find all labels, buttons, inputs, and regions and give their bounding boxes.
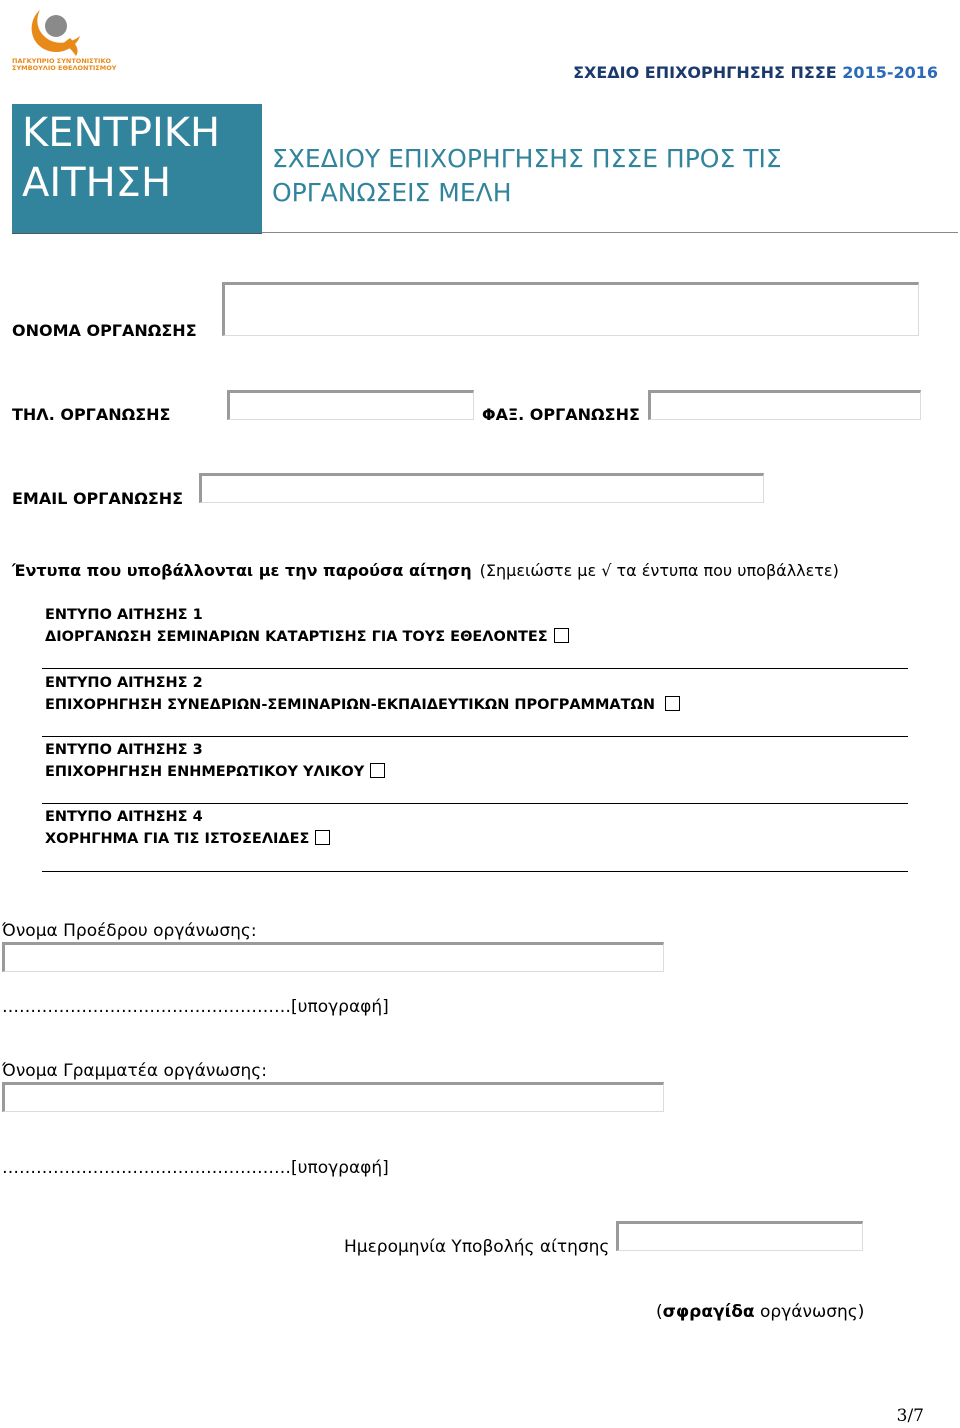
president-signature-line: ……………………………………………[υπογραφή] [2, 997, 389, 1017]
forms-intro [12, 561, 839, 580]
president-name-label: Όνομα Προέδρου οργάνωσης: [2, 921, 257, 941]
org-name-field[interactable] [222, 282, 919, 336]
form-item-divider [42, 871, 908, 872]
logo-mark-icon [10, 4, 102, 60]
form-item-heading: ΕΝΤΥΠΟ ΑΙΤΗΣΗΣ 1 [45, 607, 203, 623]
logo-line-1: ΠΑΓΚΥΠΡΙΟ ΣΥΝΤΟΝΙΣΤΙΚΟ [12, 57, 112, 65]
subtitle-line-2: ΟΡΓΑΝΩΣΕΙΣ ΜΕΛΗ [272, 178, 512, 207]
document-header [573, 63, 938, 82]
forms-intro-text: Έντυπα που υποβάλλονται με την παρούσα αίτηση [12, 561, 472, 580]
form-item-2 [45, 672, 680, 716]
form-item-1-checkbox[interactable] [554, 628, 569, 643]
secretary-signature-line: ……………………………………………[υπογραφή] [2, 1158, 389, 1178]
form-item-heading: ΕΝΤΥΠΟ ΑΙΤΗΣΗΣ 4 [45, 809, 203, 825]
org-phone-label: ΤΗΛ. ΟΡΓΑΝΩΣΗΣ [12, 405, 171, 424]
form-item-2-checkbox[interactable] [665, 696, 680, 711]
title-line-1: ΚΕΝΤΡΙΚΗ [22, 110, 221, 156]
form-item-divider [42, 668, 908, 669]
secretary-name-label: Όνομα Γραμματέα οργάνωσης: [2, 1061, 267, 1081]
title-line-2: ΑΙΤΗΣΗ [22, 160, 172, 206]
plan-years: 2015-2016 [842, 63, 938, 82]
submission-date-field[interactable] [616, 1221, 863, 1251]
subtitle-line-1: ΣΧΕΔΙΟΥ ΕΠΙΧΟΡΗΓΗΣΗΣ ΠΣΣΕ ΠΡΟΣ ΤΙΣ [272, 144, 782, 173]
form-item-description: ΧΟΡΗΓΗΜΑ ΓΙΑ ΤΙΣ ΙΣΤΟΣΕΛΙΔΕΣ [45, 831, 310, 847]
logo-text [12, 58, 116, 72]
title-box [12, 104, 262, 234]
forms-intro-note: (Σημειώστε με √ τα έντυπα που υποβάλλετε) [479, 561, 839, 580]
secretary-name-field[interactable] [2, 1082, 664, 1112]
submission-date-label: Ημερομηνία Υποβολής αίτησης [344, 1237, 610, 1257]
form-item-4 [45, 806, 330, 850]
org-name-label: ΟΝΟΜΑ ΟΡΓΑΝΩΣΗΣ [12, 321, 197, 340]
form-item-divider [42, 803, 908, 804]
org-email-field[interactable] [199, 473, 764, 503]
plan-title: ΣΧΕΔΙΟ ΕΠΙΧΟΡΗΓΗΣΗΣ ΠΣΣΕ [573, 63, 837, 82]
form-item-3 [45, 739, 385, 783]
org-phone-field[interactable] [227, 390, 474, 420]
form-item-description: ΔΙΟΡΓΑΝΩΣΗ ΣΕΜΙΝΑΡΙΩΝ ΚΑΤΑΡΤΙΣΗΣ ΓΙΑ ΤΟΥΣ ΕΘΕΛΟΝΤΕΣ [45, 629, 548, 645]
form-item-1 [45, 604, 569, 648]
form-item-heading: ΕΝΤΥΠΟ ΑΙΤΗΣΗΣ 3 [45, 742, 203, 758]
header-divider [262, 232, 958, 233]
form-item-3-checkbox[interactable] [370, 763, 385, 778]
org-email-label: EMAIL ΟΡΓΑΝΩΣΗΣ [12, 489, 184, 508]
form-item-4-checkbox[interactable] [315, 830, 330, 845]
logo-line-2: ΣΥΜΒΟΥΛΙΟ ΕΘΕΛΟΝΤΙΣΜΟΥ [12, 64, 117, 72]
page-number: 3/7 [896, 1406, 924, 1426]
president-name-field[interactable] [2, 942, 664, 972]
org-fax-field[interactable] [648, 390, 921, 420]
form-subtitle [272, 142, 832, 210]
org-fax-label: ΦΑΞ. ΟΡΓΑΝΩΣΗΣ [482, 405, 640, 424]
stamp-note-bold: σφραγίδα [662, 1302, 755, 1322]
form-item-divider [42, 736, 908, 737]
stamp-note: (σφραγίδα οργάνωσης) [656, 1302, 865, 1322]
form-item-description: ΕΠΙΧΟΡΗΓΗΣΗ ΣΥΝΕΔΡΙΩΝ-ΣΕΜΙΝΑΡΙΩΝ-ΕΚΠΑΙΔΕΥΤΙΚΩΝ ΠΡΟΓΡΑΜΜΑΤΩΝ [45, 697, 655, 713]
form-item-heading: ΕΝΤΥΠΟ ΑΙΤΗΣΗΣ 2 [45, 675, 203, 691]
form-item-description: ΕΠΙΧΟΡΗΓΗΣΗ ΕΝΗΜΕΡΩΤΙΚΟΥ ΥΛΙΚΟΥ [45, 764, 365, 780]
